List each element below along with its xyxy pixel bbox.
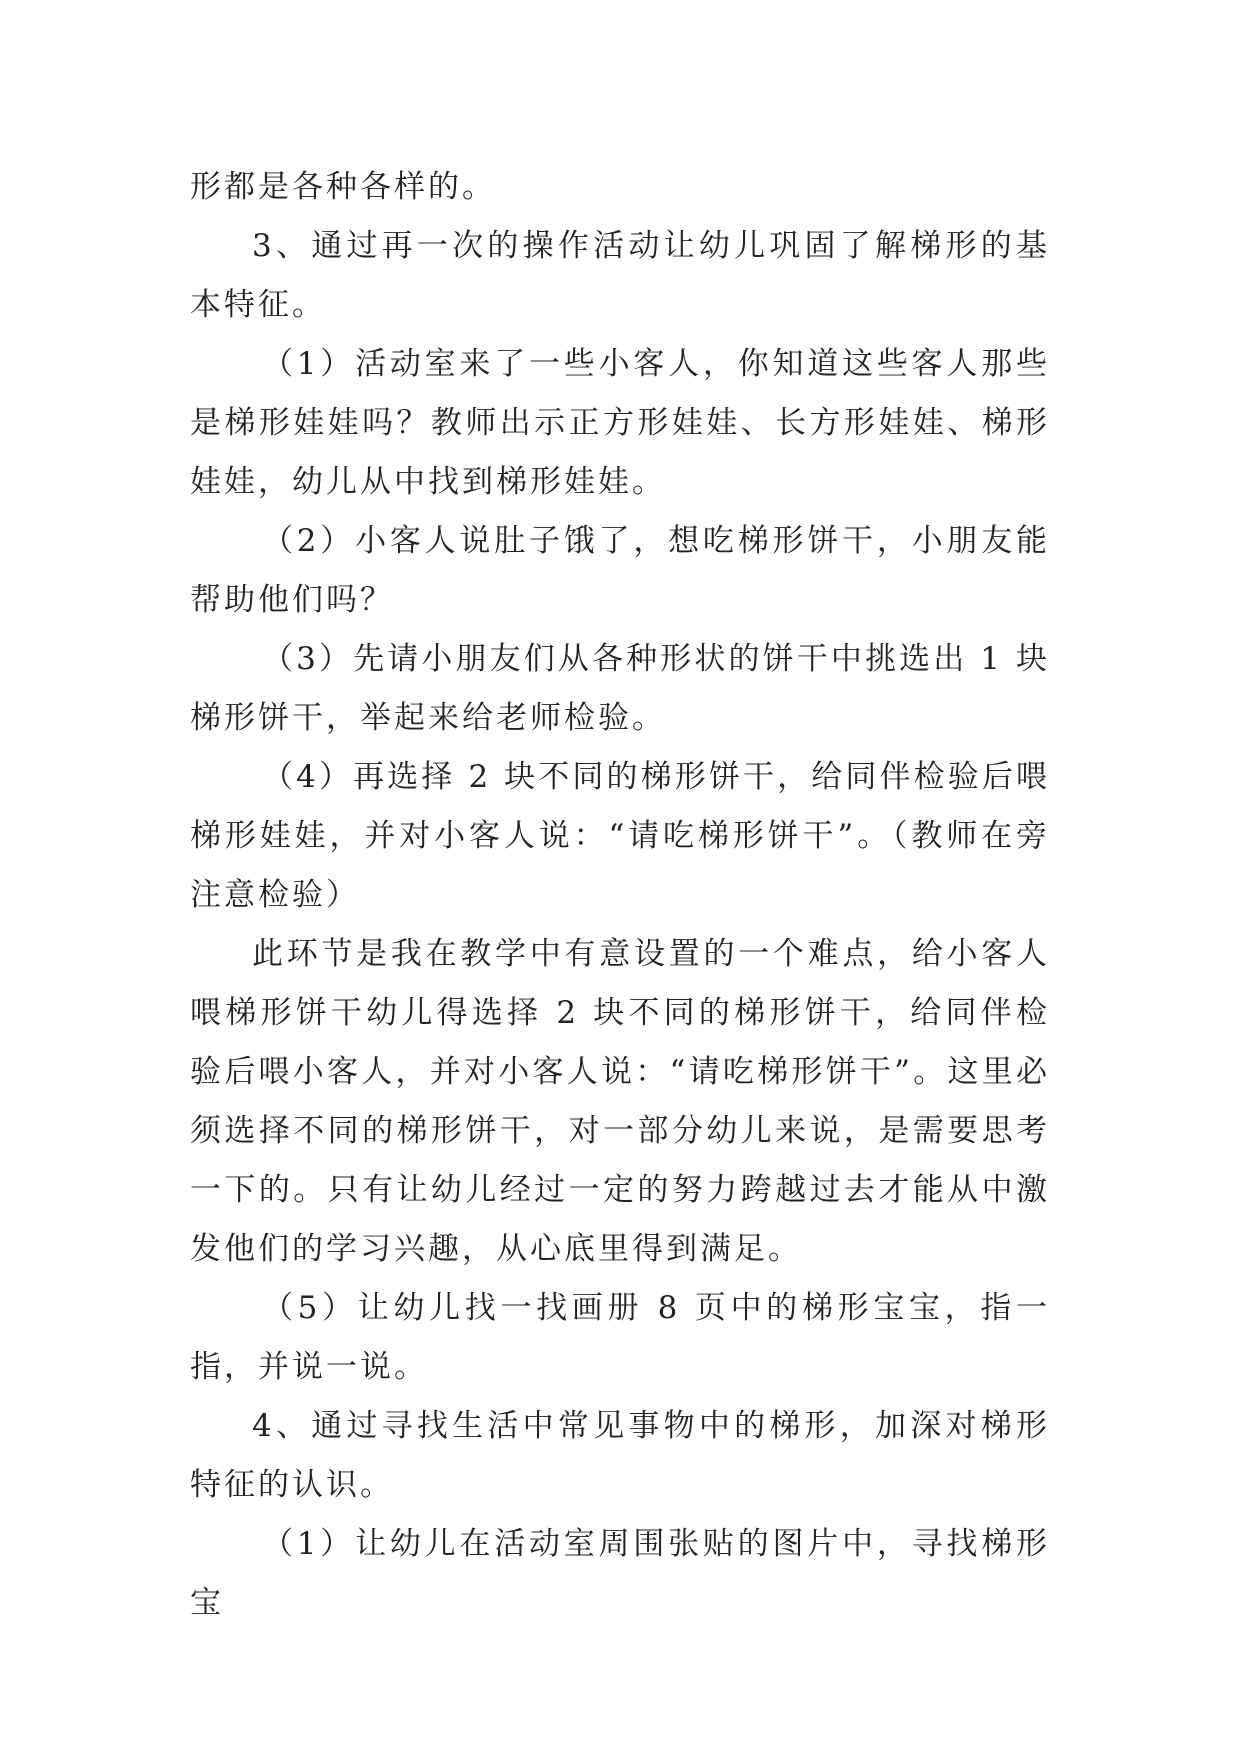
paragraph-step-4-substep-1: （1）让幼儿在活动室周围张贴的图片中，寻找梯形宝 <box>190 1526 1050 1621</box>
paragraph-substep-3: （3）先请小朋友们从各种形状的饼干中挑选出 1 块梯形饼干，举起来给老师检验。 <box>190 641 1050 736</box>
paragraph-substep-2: （2）小客人说肚子饿了，想吃梯形饼干，小朋友能帮助他们吗？ <box>190 523 1050 618</box>
document-body <box>190 158 1050 1633</box>
paragraph-continuation: 形都是各种各样的。 <box>190 169 496 205</box>
paragraph-step-4: 4、通过寻找生活中常见事物中的梯形，加深对梯形特征的认识。 <box>190 1408 1050 1503</box>
paragraph-substep-1: （1）活动室来了一些小客人，你知道这些客人那些是梯形娃娃吗？教师出示正方形娃娃、长方形娃娃、梯形娃娃，幼儿从中找到梯形娃娃。 <box>190 346 1050 500</box>
paragraph-step-3: 3、通过再一次的操作活动让幼儿巩固了解梯形的基本特征。 <box>190 228 1050 323</box>
paragraph-commentary: 此环节是我在教学中有意设置的一个难点，给小客人喂梯形饼干幼儿得选择 2 块不同的梯形饼干，给同伴检验后喂小客人，并对小客人说：“请吃梯形饼干”。这里必须选择不同的梯形饼干，对一部分幼儿来说，是需要思考一下的。只有让幼儿经过一定的努力跨越过去才能从中激发他们的学习兴趣，从心底里得到满足。 <box>190 936 1050 1267</box>
paragraph-substep-4: （4）再选择 2 块不同的梯形饼干，给同伴检验后喂梯形娃娃，并对小客人说：“请吃梯形饼干”。（教师在旁注意检验） <box>190 759 1050 913</box>
paragraph-substep-5: （5）让幼儿找一找画册 8 页中的梯形宝宝，指一指，并说一说。 <box>190 1290 1050 1385</box>
